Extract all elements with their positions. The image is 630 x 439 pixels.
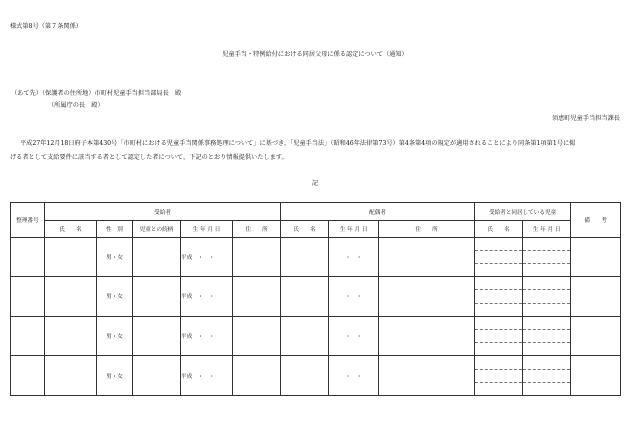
header-spouse: 配偶者 — [281, 203, 475, 221]
sex-option[interactable]: 男・女 — [97, 316, 133, 356]
table-row — [11, 277, 621, 290]
sex-option[interactable]: 男・女 — [97, 277, 133, 317]
table-row — [11, 237, 621, 250]
addressee-sub-line: （所属庁の長 殿） — [48, 102, 104, 109]
body-text-line-2: げる者として支給要件に該当する者として認定した者について，下記のとおり情報提供いたします。 — [10, 154, 288, 161]
spouse-birthdate-header: 生 年 月 日 — [329, 221, 379, 237]
header-cohabiting-child: 受給者と同居している児童 — [475, 203, 571, 221]
spouse-birthdate[interactable]: ・ ・ — [329, 316, 379, 356]
sex-option[interactable]: 男・女 — [97, 356, 133, 396]
recipient-birthdate[interactable]: 平成 ・ ・ — [181, 237, 233, 277]
child-birthdate-header: 生 年 月 日 — [523, 221, 571, 237]
document-title: 児童手当・特例給付における同居父母に係る認定について（通知） — [222, 51, 408, 58]
recipient-birthdate[interactable]: 平成 ・ ・ — [181, 277, 233, 317]
spouse-birthdate[interactable]: ・ ・ — [329, 356, 379, 396]
spouse-birthdate[interactable]: ・ ・ — [329, 237, 379, 277]
sender-name: 須恵町児童手当担当課長 — [551, 115, 620, 122]
table-row — [11, 356, 621, 369]
recipient-address-header: 住 所 — [233, 221, 281, 237]
recipient-name-header: 氏 名 — [45, 221, 97, 237]
child-name-header: 氏 名 — [475, 221, 523, 237]
spouse-name-header: 氏 名 — [281, 221, 329, 237]
addressee-line: （あて先）（保護者の住所地）市町村児童手当担当部局長 殿 — [11, 90, 182, 97]
header-number: 整理番号 — [11, 203, 45, 238]
ki-heading: 記 — [311, 180, 319, 187]
recipient-birthdate-header: 生 年 月 日 — [181, 221, 233, 237]
recipient-birthdate[interactable]: 平成 ・ ・ — [181, 316, 233, 356]
form-number: 様式第8号（第７条関係） — [10, 23, 82, 30]
recipient-sex-header: 性 別 — [97, 221, 133, 237]
info-table — [10, 202, 621, 396]
spouse-birthdate[interactable]: ・ ・ — [329, 277, 379, 317]
spouse-address-header: 住 所 — [379, 221, 475, 237]
header-remarks: 備 考 — [571, 203, 621, 238]
sex-option[interactable]: 男・女 — [97, 237, 133, 277]
header-recipient: 受給者 — [45, 203, 281, 221]
table-row — [11, 316, 621, 329]
recipient-relation-header: 児童との続柄 — [133, 221, 181, 237]
body-text-line-1: 平成27年12月18日府子本第430号「市町村における児童手当関係事務処理について」に基づき，「児童手当法」（昭和46年法律第73号）第4条第4項の規定が適用されることにより同条第1項第1号に掲 — [20, 140, 576, 147]
recipient-birthdate[interactable]: 平成 ・ ・ — [181, 356, 233, 396]
